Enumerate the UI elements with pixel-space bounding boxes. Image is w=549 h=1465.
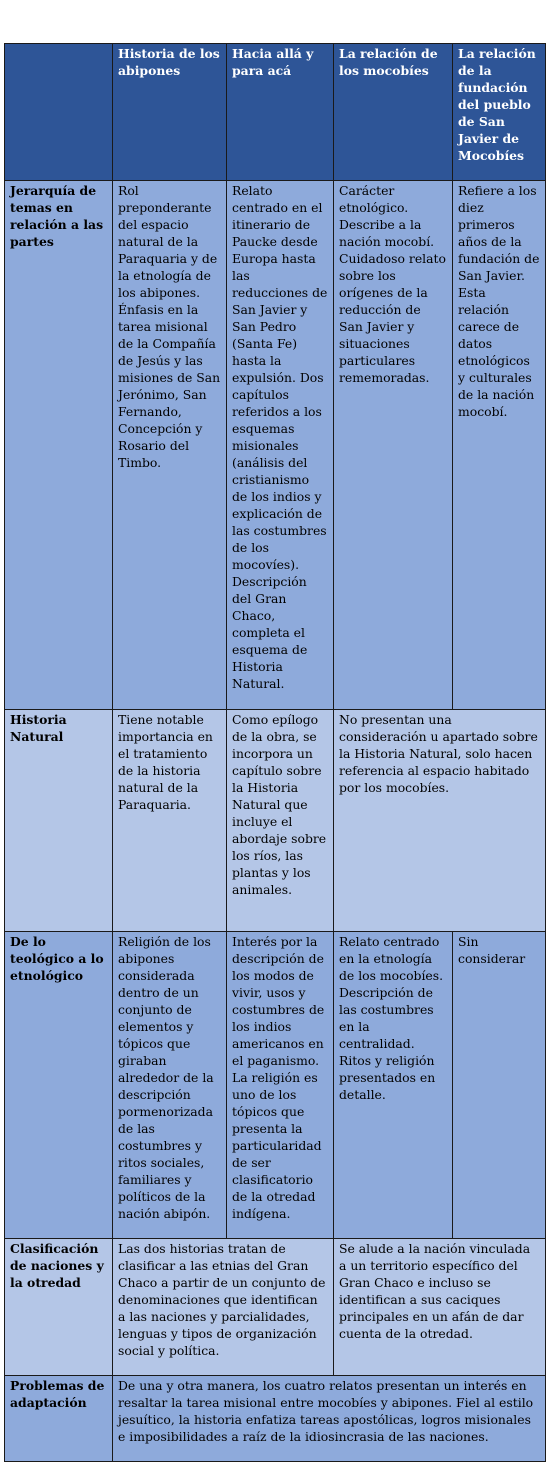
table-cell: Se alude a la nación vinculada a un territorio específico del Gran Chaco e incluso se identifican a sus caciques principales en un afán de dar cuenta de la otredad. bbox=[334, 1239, 546, 1376]
table-cell: Refiere a los diez primeros años de la fundación de San Javier. Esta relación carece de datos etnológicos y culturales de la nación mocobí. bbox=[453, 181, 546, 710]
row-label: Problemas de adaptación bbox=[5, 1376, 113, 1462]
table-cell: No presentan una consideración u apartado sobre la Historia Natural, solo hacen referencia al espacio habitado por los mocobíes. bbox=[334, 710, 546, 932]
header-corner bbox=[5, 44, 113, 181]
table-row-clasificacion bbox=[5, 1239, 546, 1376]
table-cell: Interés por la descripción de los modos de vivir, usos y costumbres de los indios americanos en el paganismo. La religión es uno de los tópicos que presenta la particularidad de ser clasificatorio de la otredad indígena. bbox=[227, 932, 334, 1239]
row-label: Historia Natural bbox=[5, 710, 113, 932]
table-row-problemas bbox=[5, 1376, 546, 1462]
row-label: Clasificación de naciones y la otredad bbox=[5, 1239, 113, 1376]
table-cell: Relato centrado en el itinerario de Paucke desde Europa hasta las reducciones de San Javier y San Pedro (Santa Fe) hasta la expulsión. Dos capítulos referidos a los esquemas misionales (análisis del cristianismo de los indios y explicación de las costumbres de los mocovíes). Descripción del Gran Chaco, completa el esquema de Historia Natural. bbox=[227, 181, 334, 710]
header-relacion-mocobies: La relación de los mocobíes bbox=[334, 44, 453, 181]
header-row bbox=[5, 44, 546, 181]
table-cell: Las dos historias tratan de clasificar a las etnias del Gran Chaco a partir de un conjunto de denominaciones que identifican a las naciones y parcialidades, lenguas y tipos de organización social y política. bbox=[113, 1239, 334, 1376]
header-hacia-alla: Hacia allá y para acá bbox=[227, 44, 334, 181]
row-label: De lo teológico a lo etnológico bbox=[5, 932, 113, 1239]
table-cell: Tiene notable importancia en el tratamiento de la historia natural de la Paraquaria. bbox=[113, 710, 227, 932]
table-row-teologico bbox=[5, 932, 546, 1239]
table-cell: Sin considerar bbox=[453, 932, 546, 1239]
header-fundacion-san-javier: La relación de la fundación del pueblo de San Javier de Mocobíes bbox=[453, 44, 546, 181]
header-historia-abipones: Historia de los abipones bbox=[113, 44, 227, 181]
table-cell: Religión de los abipones considerada dentro de un conjunto de elementos y tópicos que giraban alrededor de la descripción pormenorizada de las costumbres y ritos sociales, familiares y políticos de la nación abipón. bbox=[113, 932, 227, 1239]
table-cell: Relato centrado en la etnología de los mocobíes. Descripción de las costumbres en la centralidad. Ritos y religión presentados en detalle. bbox=[334, 932, 453, 1239]
table-cell: Como epílogo de la obra, se incorpora un capítulo sobre la Historia Natural que incluye el abordaje sobre los ríos, las plantas y los animales. bbox=[227, 710, 334, 932]
table-row-historia-natural bbox=[5, 710, 546, 932]
table-cell: Carácter etnológico. Describe a la nación mocobí. Cuidadoso relato sobre los orígenes de la reducción de San Javier y situaciones particulares rememoradas. bbox=[334, 181, 453, 710]
table-cell: De una y otra manera, los cuatro relatos presentan un interés en resaltar la tarea misional entre mocobíes y abipones. Fiel al estilo jesuítico, la historia enfatiza tareas apostólicas, logros misionales e imposibilidades a raíz de la idiosincrasia de las naciones. bbox=[113, 1376, 546, 1462]
row-label: Jerarquía de temas en relación a las partes bbox=[5, 181, 113, 710]
table-cell: Rol preponderante del espacio natural de la Paraquaria y de la etnología de los abipones. Énfasis en la tarea misional de la Compañía de Jesús y las misiones de San Jerónimo, San Fernando, Concepción y Rosario del Timbo. bbox=[113, 181, 227, 710]
table-row-jerarquia bbox=[5, 181, 546, 710]
comparison-table bbox=[4, 43, 546, 1462]
